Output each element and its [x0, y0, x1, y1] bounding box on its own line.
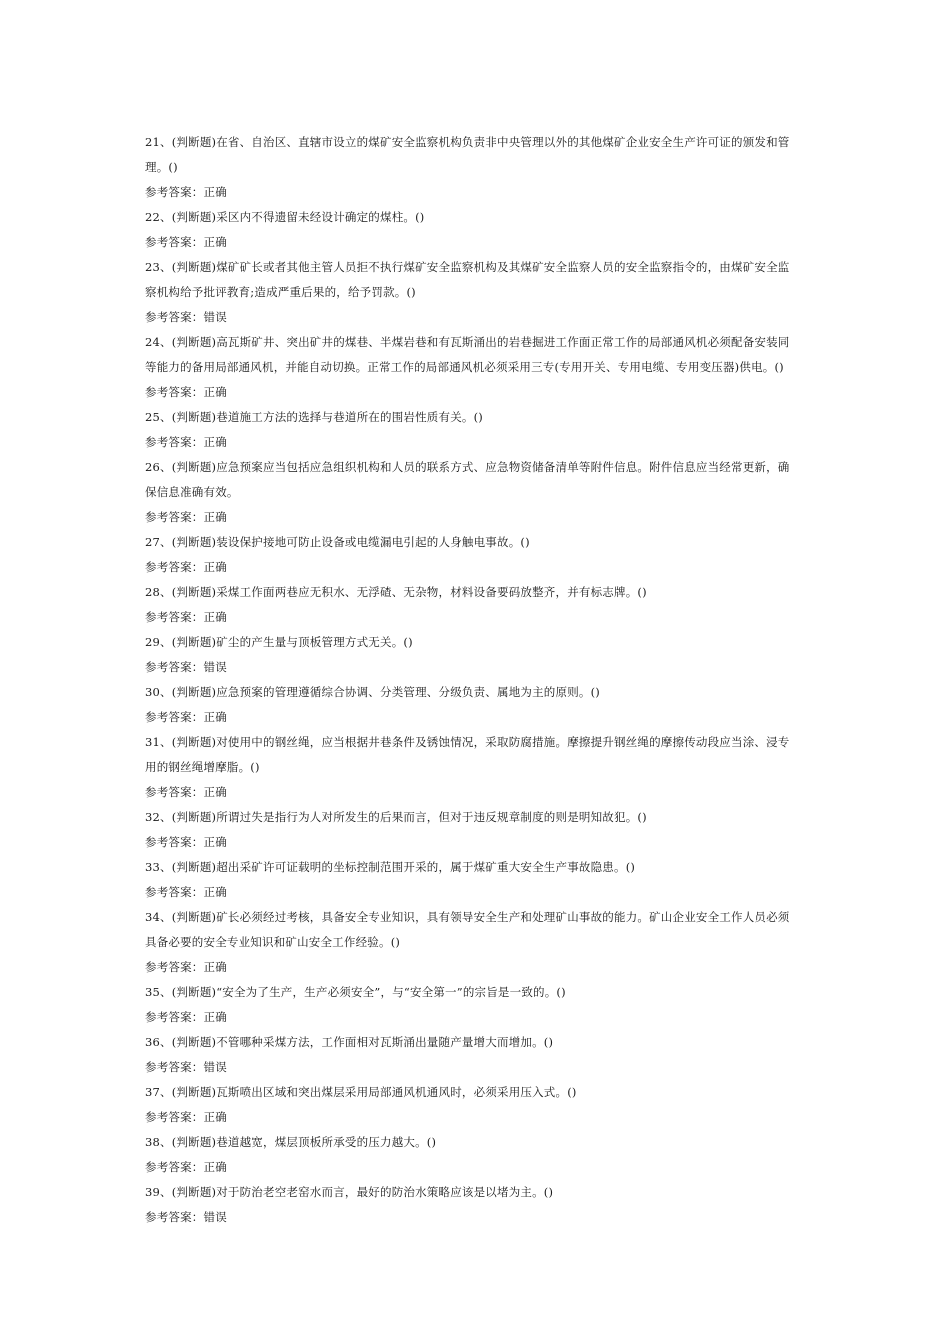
answer-text: 参考答案：正确	[145, 885, 227, 899]
question-text: 23、(判断题)煤矿矿长或者其他主管人员拒不执行煤矿安全监察机构及其煤矿安全监察人员的安全监察指令的，由煤矿安全监	[145, 260, 790, 274]
question-block	[145, 680, 807, 730]
answer-text: 参考答案：错误	[145, 310, 227, 324]
question-text: 28、(判断题)采煤工作面两巷应无积水、无浮碴、无杂物，材料设备要码放整齐，并有标志牌。()	[145, 585, 647, 599]
question-text: 26、(判断题)应急预案应当包括应急组织机构和人员的联系方式、应急物资储备清单等附件信息。附件信息应当经常更新，确	[145, 460, 790, 474]
question-block	[145, 205, 807, 255]
answer-text: 参考答案：正确	[145, 185, 227, 199]
question-text: 34、(判断题)矿长必须经过考核，具备安全专业知识，具有领导安全生产和处理矿山事故的能力。矿山企业安全工作人员必须	[145, 910, 790, 924]
answer-text: 参考答案：错误	[145, 1060, 227, 1074]
document-body	[145, 130, 807, 1230]
question-text: 36、(判断题)不管哪种采煤方法，工作面相对瓦斯涌出量随产量增大而增加。()	[145, 1035, 554, 1049]
answer-text: 参考答案：正确	[145, 560, 227, 574]
answer-text: 参考答案：正确	[145, 1110, 227, 1124]
answer-text: 参考答案：正确	[145, 435, 227, 449]
answer-text: 参考答案：正确	[145, 610, 227, 624]
question-block	[145, 130, 807, 205]
question-text: 理。()	[145, 160, 178, 174]
answer-text: 参考答案：错误	[145, 660, 227, 674]
question-block	[145, 330, 807, 405]
answer-text: 参考答案：正确	[145, 835, 227, 849]
question-text: 32、(判断题)所谓过失是指行为人对所发生的后果而言，但对于违反规章制度的则是明知故犯。()	[145, 810, 647, 824]
answer-text: 参考答案：正确	[145, 235, 227, 249]
question-block	[145, 1030, 807, 1080]
question-block	[145, 905, 807, 980]
question-text: 25、(判断题)巷道施工方法的选择与巷道所在的围岩性质有关。()	[145, 410, 483, 424]
question-text: 31、(判断题)对使用中的钢丝绳，应当根据井巷条件及锈蚀情况，采取防腐措施。摩擦提升钢丝绳的摩擦传动段应当涂、浸专	[145, 735, 790, 749]
question-block	[145, 1180, 807, 1230]
question-text: 37、(判断题)瓦斯喷出区域和突出煤层采用局部通风机通风时，必须采用压入式。()	[145, 1085, 577, 1099]
question-text: 35、(判断题)“安全为了生产，生产必须安全”，与“安全第一”的宗旨是一致的。()	[145, 985, 566, 999]
question-text: 38、(判断题)巷道越宽，煤层顶板所承受的压力越大。()	[145, 1135, 437, 1149]
question-text: 22、(判断题)采区内不得遗留未经设计确定的煤柱。()	[145, 210, 425, 224]
answer-text: 参考答案：正确	[145, 1160, 227, 1174]
question-block	[145, 530, 807, 580]
answer-text: 参考答案：正确	[145, 785, 227, 799]
question-text: 具备必要的安全专业知识和矿山安全工作经验。()	[145, 935, 401, 949]
question-text: 21、(判断题)在省、自治区、直辖市设立的煤矿安全监察机构负责非中央管理以外的其他煤矿企业安全生产许可证的颁发和管	[145, 135, 790, 149]
question-block	[145, 630, 807, 680]
question-text: 33、(判断题)超出采矿许可证载明的坐标控制范围开采的，属于煤矿重大安全生产事故隐患。()	[145, 860, 636, 874]
question-block	[145, 805, 807, 855]
question-block	[145, 980, 807, 1030]
question-block	[145, 405, 807, 455]
question-block	[145, 855, 807, 905]
question-block	[145, 455, 807, 530]
question-block	[145, 1080, 807, 1130]
question-text: 29、(判断题)矿尘的产生量与顶板管理方式无关。()	[145, 635, 413, 649]
question-text: 察机构给予批评教育;造成严重后果的，给予罚款。()	[145, 285, 416, 299]
question-block	[145, 1130, 807, 1180]
question-block	[145, 255, 807, 330]
question-text: 39、(判断题)对于防治老空老窑水而言，最好的防治水策略应该是以堵为主。()	[145, 1185, 554, 1199]
answer-text: 参考答案：正确	[145, 710, 227, 724]
answer-text: 参考答案：正确	[145, 385, 227, 399]
answer-text: 参考答案：错误	[145, 1210, 227, 1224]
question-text: 30、(判断题)应急预案的管理遵循综合协调、分类管理、分级负责、属地为主的原则。()	[145, 685, 600, 699]
question-text: 27、(判断题)装设保护接地可防止设备或电缆漏电引起的人身触电事故。()	[145, 535, 530, 549]
question-block	[145, 580, 807, 630]
question-text: 24、(判断题)高瓦斯矿井、突出矿井的煤巷、半煤岩巷和有瓦斯涌出的岩巷掘进工作面正常工作的局部通风机必须配备安装同	[145, 335, 790, 349]
question-text: 等能力的备用局部通风机，并能自动切换。正常工作的局部通风机必须采用三专(专用开关、专用电缆、专用变压器)供电。()	[145, 360, 784, 374]
question-block	[145, 730, 807, 805]
question-text: 保信息准确有效。	[145, 485, 239, 499]
answer-text: 参考答案：正确	[145, 510, 227, 524]
answer-text: 参考答案：正确	[145, 1010, 227, 1024]
answer-text: 参考答案：正确	[145, 960, 227, 974]
question-text: 用的钢丝绳增摩脂。()	[145, 760, 260, 774]
